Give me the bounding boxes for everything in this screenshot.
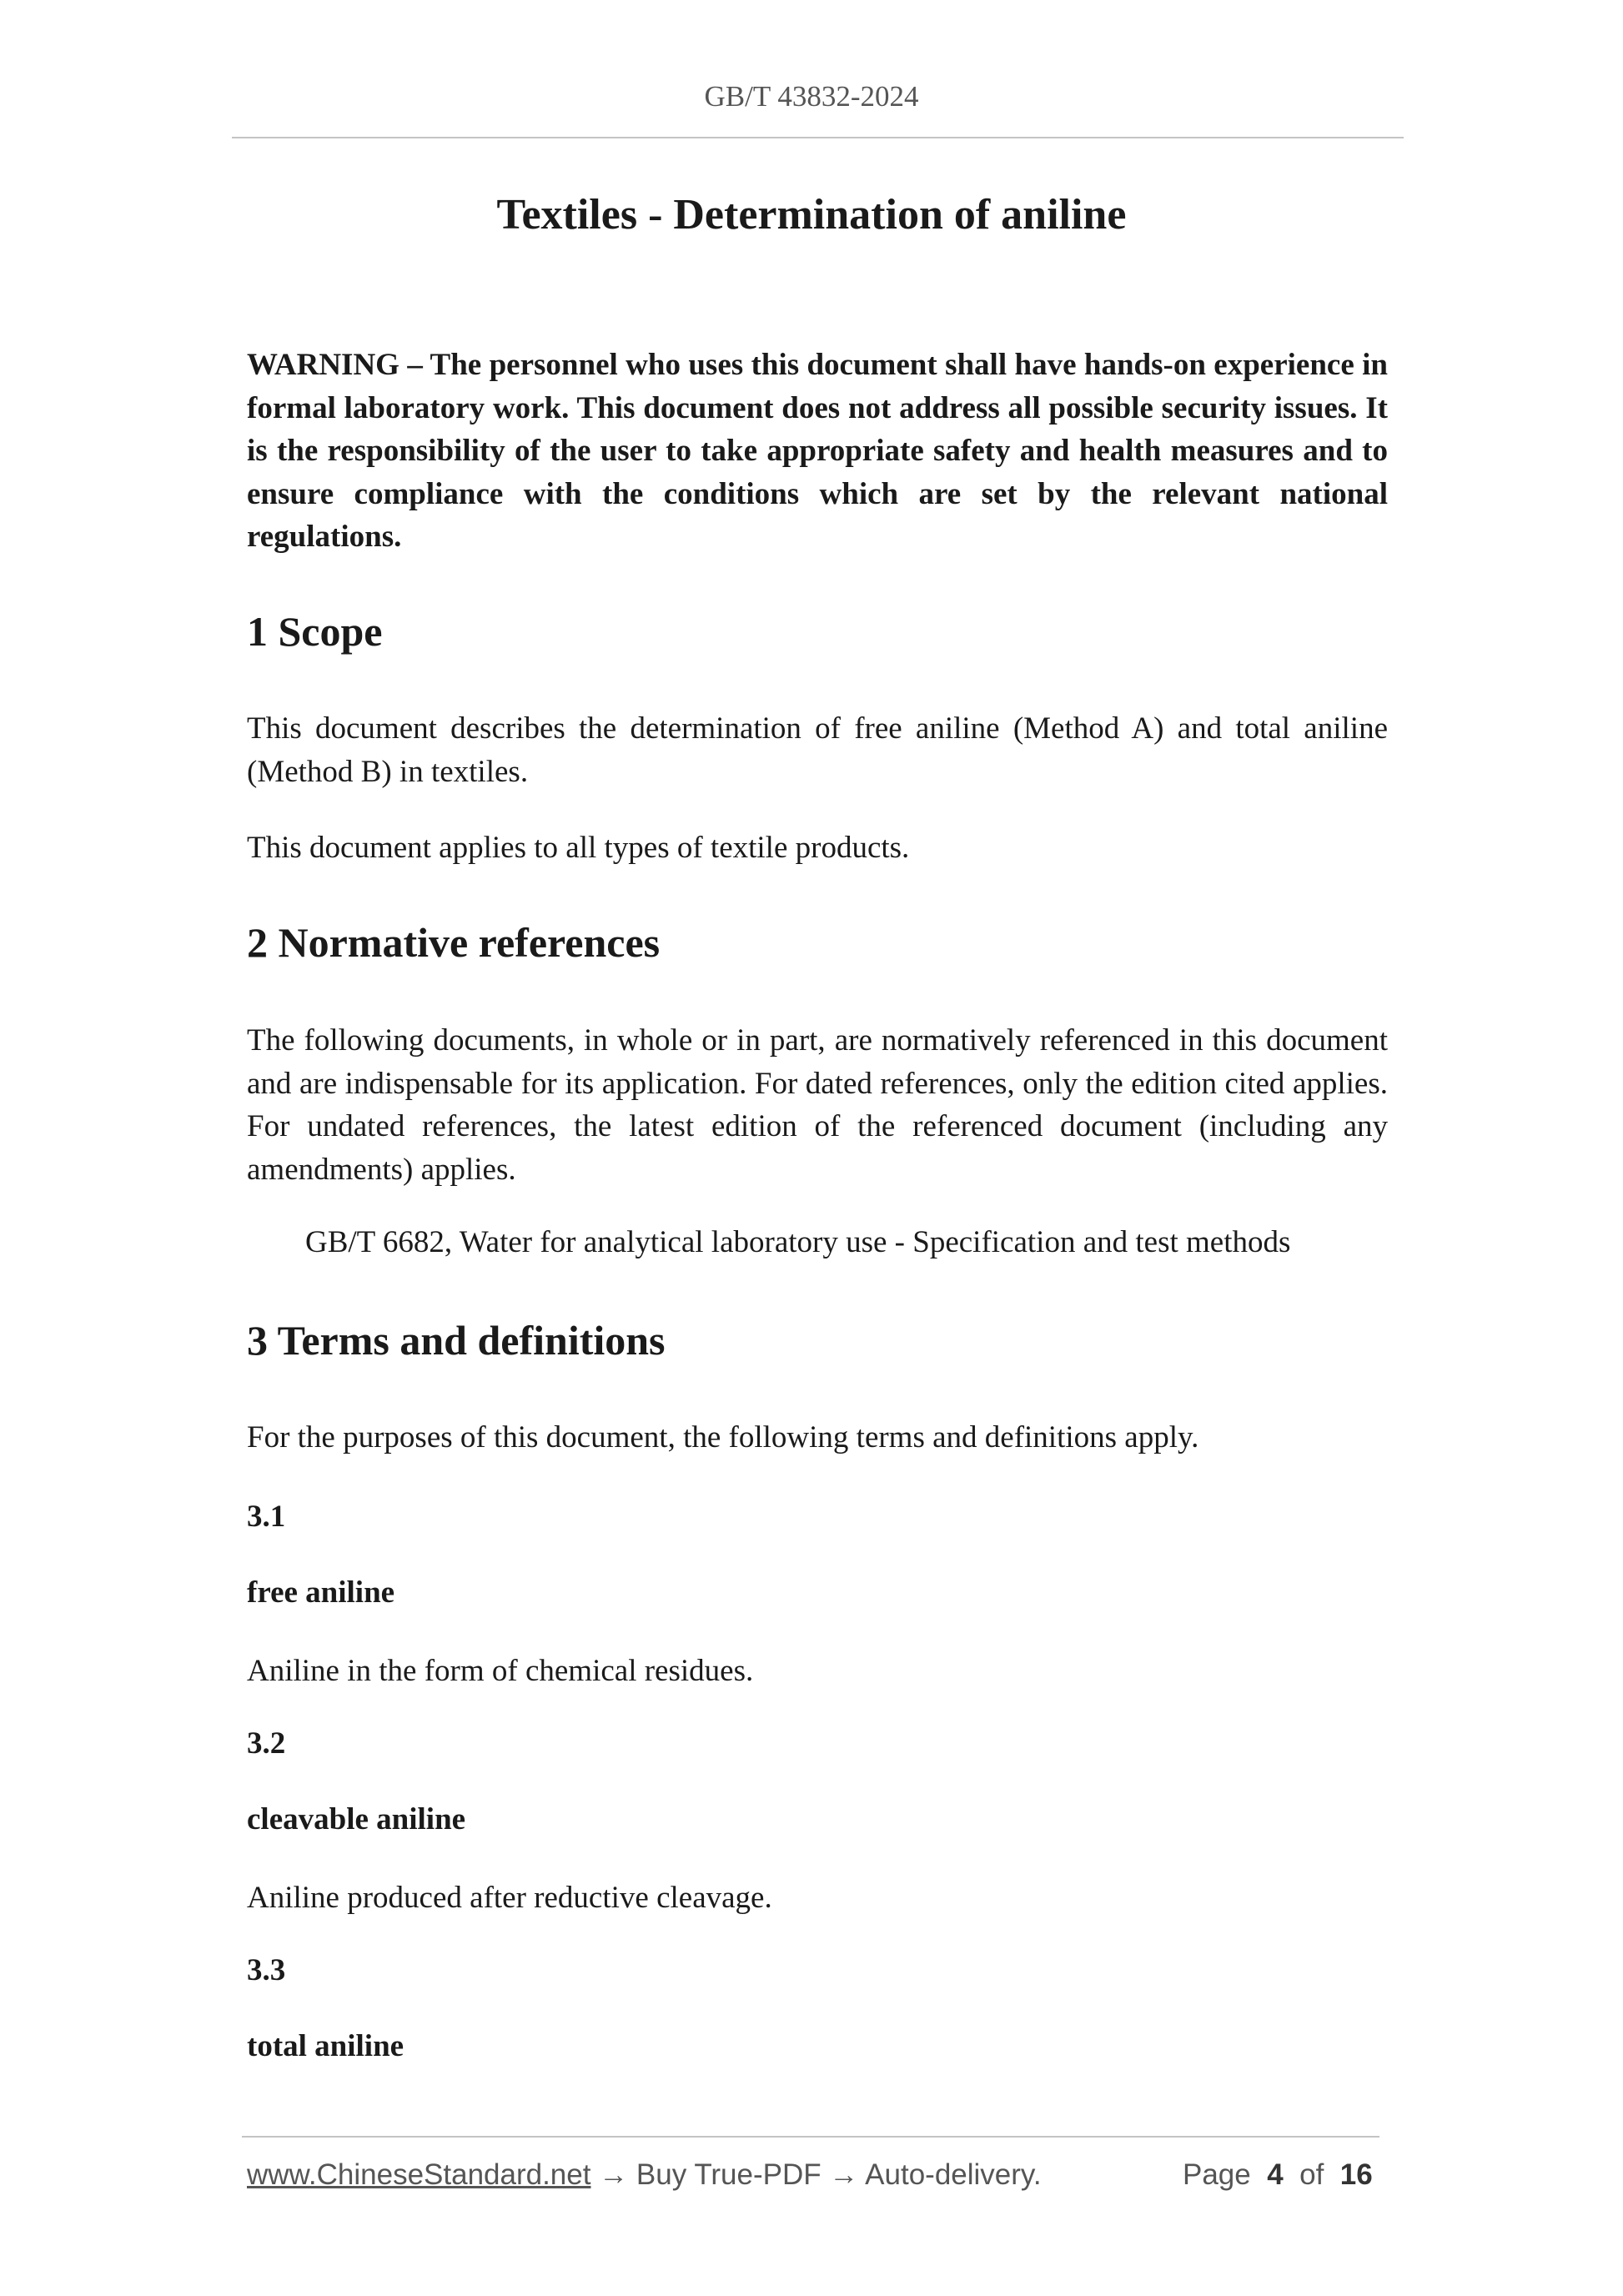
terms-intro-paragraph: For the purposes of this document, the following terms and definitions apply. [247, 1420, 1199, 1454]
section-heading-normative-references: 2 Normative references [247, 919, 661, 966]
scope-paragraph-1: This document describes the determination of free aniline (Method A) and total aniline (Method B) in textiles. [247, 711, 1388, 789]
header-standard-code: GB/T 43832-2024 [704, 80, 919, 113]
warning-paragraph: WARNING – The personnel who uses this document shall have hands-on experience in formal laboratory work. This document does not address all possible security issues. It is the responsibility of the user to take appropriate safety and health measures and to ensure compliance with the conditions which are set by the relevant national regulations. [247, 348, 1388, 554]
term-definition: Aniline produced after reductive cleavage. [247, 1881, 772, 1915]
term-number: 3.3 [247, 1953, 286, 1987]
normative-references-paragraph: The following documents, in whole or in part, are normatively referenced in this document and are indispensable for its application. For dated references, only the edition cited applies. For undated references, the latest edition of the referenced document (including any amendments) applies. [247, 1023, 1388, 1187]
term-name: free aniline [247, 1575, 395, 1610]
normative-reference-item: GB/T 6682, Water for analytical laboratory use - Specification and test methods [305, 1225, 1291, 1259]
page-total: 16 [1339, 2158, 1373, 2191]
term-definition: Aniline in the form of chemical residues. [247, 1654, 754, 1688]
term-name: cleavable aniline [247, 1802, 466, 1836]
header-divider [232, 137, 1404, 138]
footer-promo-text: → Buy True-PDF → Auto-delivery. [590, 2158, 1042, 2191]
term-name: total aniline [247, 2029, 404, 2063]
section-heading-terms-definitions: 3 Terms and definitions [247, 1317, 666, 1364]
section-heading-scope: 1 Scope [247, 608, 383, 655]
scope-paragraph-2: This document applies to all types of textile products. [247, 831, 910, 865]
footer-promo [247, 2158, 1042, 2192]
page-indicator [1183, 2158, 1373, 2192]
page-number: 4 [1267, 2158, 1284, 2191]
footer-site-link[interactable]: www.ChineseStandard.net [247, 2158, 591, 2191]
footer-divider [242, 2136, 1379, 2138]
document-title: Textiles - Determination of aniline [496, 191, 1127, 239]
term-number: 3.2 [247, 1726, 286, 1761]
page-label: Page [1183, 2158, 1251, 2191]
of-label: of [1299, 2158, 1324, 2191]
term-number: 3.1 [247, 1500, 286, 1534]
